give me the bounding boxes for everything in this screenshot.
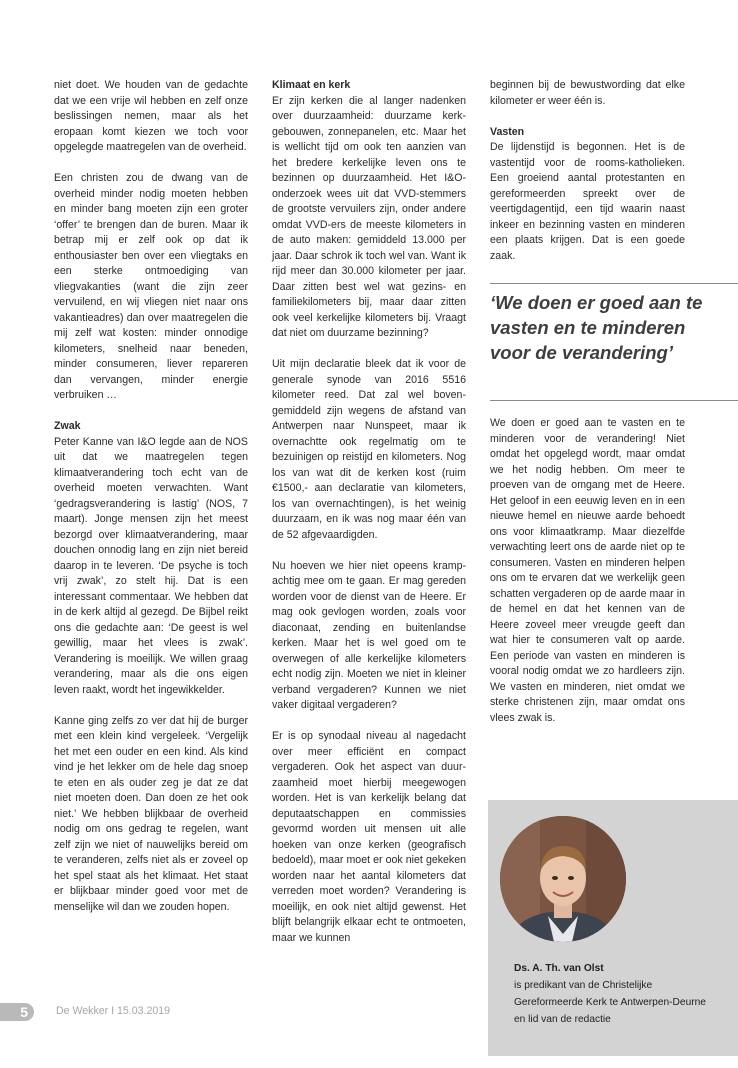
paragraph: Kanne ging zelfs zo ver dat hij de burger met een klein kind vergeleek. ‘Vergelijk het met een ouder en een kind. Als kind vind je het lekker om de hele dag snoep te eten en als ouder zeg je dat ze dat niet moeten doen. Dan doen ze het ook niet.’ We hebben blijkbaar de overheid nodig om ons gedrag te regelen, want zelf zijn we niet of nauwelijks bereid om te veranderen, zelfs niet als er zoveel op het spel staat als het klimaat. Het staat er blijkbaar minder goed voor met de menselijke wil dan we zouden hopen. [54, 714, 248, 913]
paragraph: Peter Kanne van I&O legde aan de NOS uit dat we maatregelen tegen klimaatverandering toch echt van de overheid moeten verwachten. Want ‘gedragsverandering is lastig’ (NOS, 7 maart). Jonge mensen zijn het meest bezorgd over klimaatverandering, maar douchen onnodig lang en zijn niet bereid daarop in te leveren. ‘De psyche is toch vrij zwak’, zo stelt hij. Dat is een interessant commentaar. We hebben dat in de kerk altijd al gezegd. De Bijbel reikt ons die gedachte aan: ‘De geest is wel gewillig, maar het vlees is zwak’. Verandering is moeilijk. We willen graag verandering, maar als die ons eigen leven raakt, wordt het ingewikkelder. [54, 435, 248, 696]
pullquote-rule-bottom [490, 400, 738, 401]
paragraph: niet doet. We houden van de gedachte dat we een vrije wil hebben en zelf onze beslissingen nemen, maar als het eropaan komt kiezen we toch voor opgelegde maatregelen van de overheid. [54, 79, 248, 153]
footer-source: De Wekker I 15.03.2019 [56, 1005, 171, 1017]
author-portrait-image [500, 816, 626, 942]
page-number: 5 [0, 1003, 34, 1021]
section-heading-zwak: Zwak [54, 420, 81, 432]
author-bio [514, 960, 714, 1028]
author-description: is predikant van de Christelijke Gereformeerde Kerk te Antwerpen-Deurne en lid van de redactie [514, 980, 706, 1025]
pull-quote: ‘We doen er goed aan te vasten en te minderen voor de verandering’ [490, 292, 703, 363]
paragraph: De lijdenstijd is begonnen. Het is de vastentijd voor de rooms-katholieken. Een groeiend aantal protestanten en gereformeerden spreekt over de veertigdagentijd, een tijd waarin naast inkeer en bezinning vasten en minderen een plaats krijgen. Dat is een goede zaak. [490, 141, 685, 262]
paragraph: Een christen zou de dwang van de overheid minder nodig moeten hebben en minder bang moeten zijn een groter ‘offer’ te brengen dan de buren. Maar ik betrap mij er zelf ook op dat ik enthousiaster ben over een vliegtaks en een sterke ontmoediging van vliegvakanties (want die zijn zeer vervuilend, en wij vliegen niet naar ons vakantieadres) dan over maatregelen die mij zelf wat kosten: minder onnodige kilometers, snelheid naar beneden, minder consumeren, liever repareren dan vervangen, minder energie verbruiken … [54, 172, 248, 401]
paragraph: Er zijn kerken die al langer nadenken over duurzaamheid: duurzame kerkgebouwen, zonnepanelen, etc. Maar het is wellicht tijd om ook ten aanzien van het bredere kerkelijke leven ons te bezinnen op duurzaamheid. Het I&O-onderzoek wees uit dat VVD-stemmers de grootste vervuilers zijn, onder andere omdat VVD-ers de meeste kilometers in de auto maken: gemiddeld 13.000 per jaar. Daar schrok ik toch wel van. Want ik rijd meer dan 30.000 kilometer per jaar. Daar zitten best wel wat gezins- en familiekilometers bij, maar daar zitten ook veel kerkelijke kilometers bij. Vraagt dat niet om duurzame bezinning? [272, 94, 466, 339]
article-column-3 [490, 78, 685, 280]
paragraph: Nu hoeven we hier niet opeens krampachtig mee om te gaan. Er mag gereden worden voor de dienst van de Heere. Er mag ook gevlogen worden, zoals voor diaconaat, zending en buitenlandse kerken. Maar het is wel goed om te overwegen of alle kerkelijke kilometers echt nodig zijn. Moeten we niet in kleiner verband vergaderen? Kunnen we niet vaker digitaal vergaderen? [272, 559, 466, 711]
author-photo [500, 816, 626, 942]
article-column-1 [54, 78, 248, 931]
paragraph: Uit mijn declaratie bleek dat ik voor de generale synode van 2016 5516 kilometer reed. Dat zal wel bovengemiddeld zijn wegens de afstand van Antwerpen naar Nunspeet, maar ik overnachtte ook regelmatig om te bezuinigen op reistijd en kilometers. Nog los van wat dit de kerken kost (ruim €1500,- aan declaratie van kilometers, los van overnachtingen), is het weinig duurzaam, en ik was nog maar één van de 52 afgevaardigden. [272, 358, 466, 541]
author-name: Ds. A. Th. van Olst [514, 963, 604, 974]
section-heading-vasten: Vasten [490, 125, 525, 138]
paragraph: Er is op synodaal niveau al nagedacht over meer efficiënt en compact vergaderen. Ook het aspect van duurzaamheid moet hierbij meegewogen worden. Het is van kerkelijk belang dat deputaatschappen en commissies gevormd worden uit mensen uit alle hoeken van onze kerken (geografisch bedoeld), maar moet er ook niet gekeken worden naar het aantal kilometers dat verreden moet worden? Verandering is moeilijk, en ook niet altijd gewenst. Het blijft belangrijk elkaar echt te ontmoeten, maar we kunnen [272, 730, 466, 944]
paragraph: beginnen bij de bewustwording dat elke kilometer er weer één is. [490, 79, 685, 107]
section-heading-klimaat: Klimaat en kerk [272, 79, 351, 91]
paragraph: We doen er goed aan te vasten en te minderen voor de verandering! Niet omdat het opgelegd wordt, maar omdat we het nodig hebben. Om meer te proeven van de omgang met de Heere. Het geloof in een eeuwig leven en in een nieuwe hemel en nieuwe aarde behoedt ons voor klimaatkramp. Maar diezelfde verwachting leert ons de aarde niet op te consumeren. Vasten en minderen helpen ons om te ervaren dat we werkelijk geen schatten vergaderen op de aarde maar in de hemel en dat het kennen van de Heere zoveel meer vreugde geeft dan wat hier te consumeren valt op aarde. Een periode van vasten en minderen is vooral nodig omdat we zo hardleers zijn. We vasten en minderen, niet omdat we sterke christenen zijn, maar omdat ons vlees zwak is. [490, 417, 685, 724]
article-column-2 [272, 78, 466, 962]
pullquote-rule-top [490, 283, 738, 284]
